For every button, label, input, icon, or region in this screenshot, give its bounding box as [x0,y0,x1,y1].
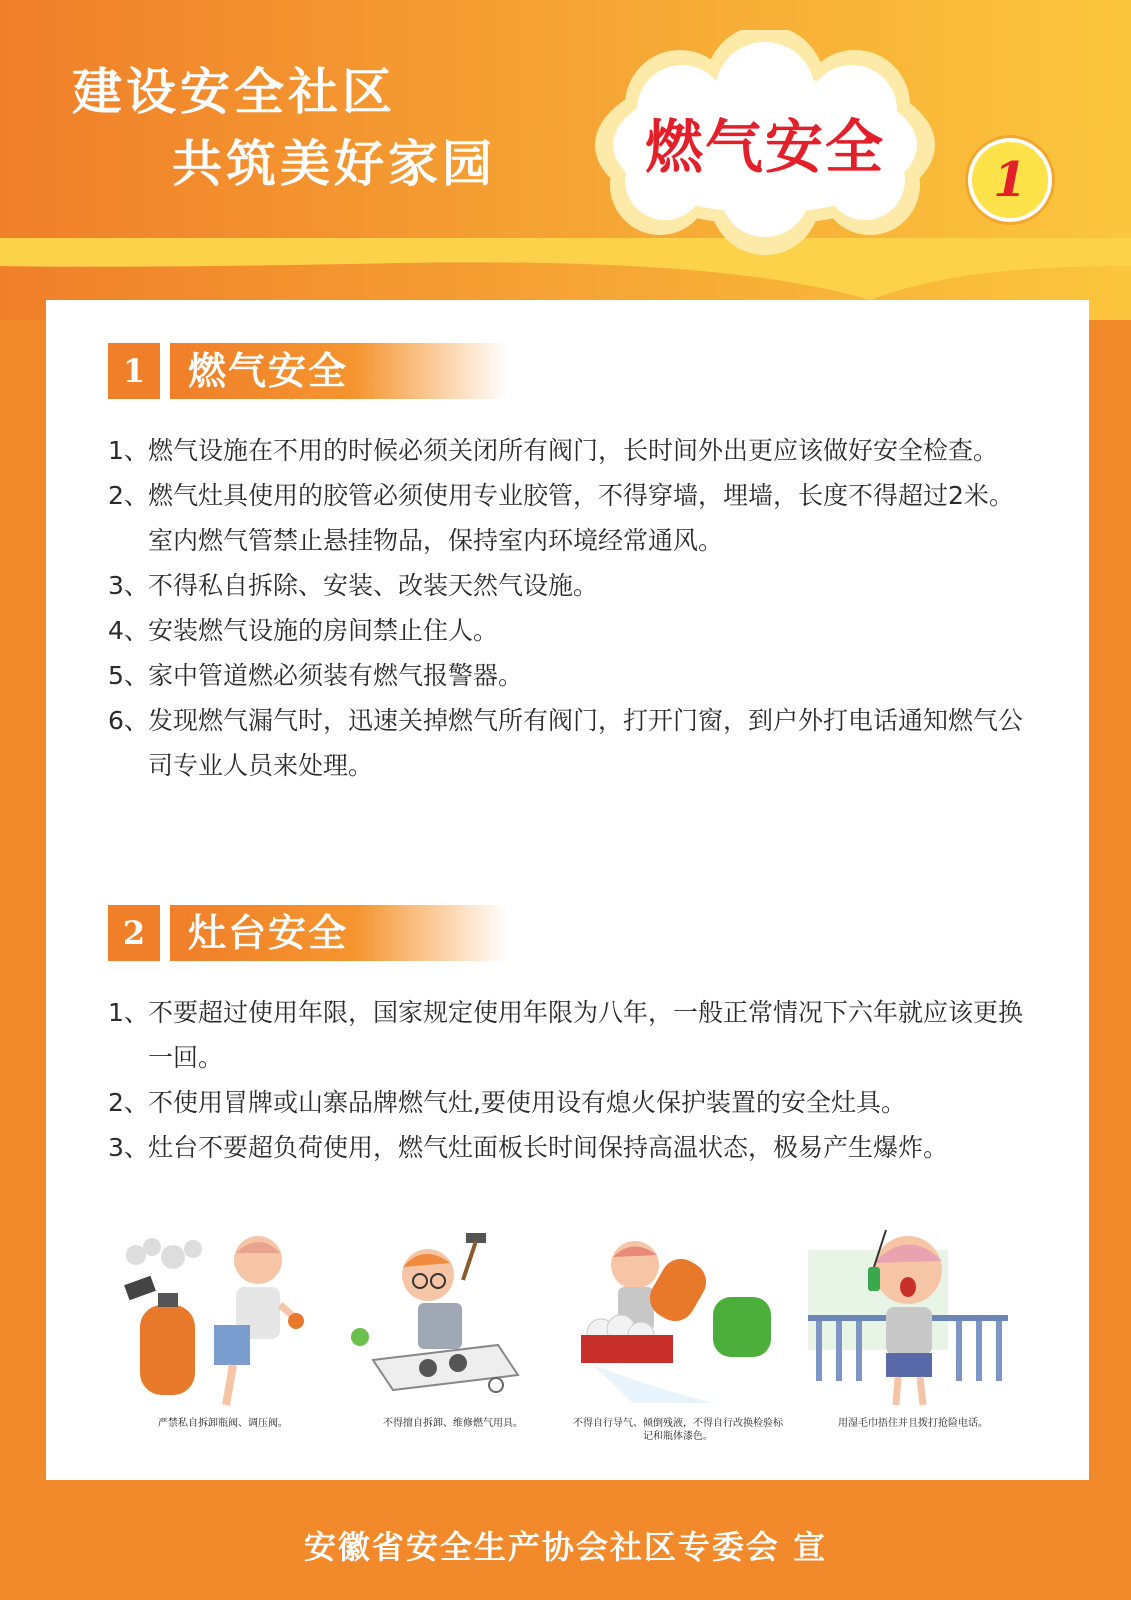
cartoon-pour-illustration [573,1225,783,1415]
item-number: 1、 [108,998,149,1027]
cartoon-valve [118,1225,328,1435]
section-2-number: 2 [108,905,160,961]
section-1-list [108,428,1038,788]
item-text: 灶台不要超负荷使用，燃气灶面板长时间保持高温状态，极易产生爆炸。 [148,1133,949,1162]
section-1-number: 1 [108,343,160,399]
slogan-line-1: 建设安全社区 [72,63,396,121]
list-item [108,990,1038,1080]
item-number: 5、 [108,661,149,690]
list-item [108,698,1038,788]
cartoon-strip [118,1225,1048,1445]
cartoon-phone-illustration [808,1225,1018,1415]
list-item [108,563,1038,608]
item-number: 3、 [108,571,149,600]
item-text: 发现燃气漏气时，迅速关掉燃气所有阀门，打开门窗，到户外打电话通知燃气公司专业人员来处理。 [148,706,1024,780]
list-item [108,473,1038,563]
list-item [108,428,1038,473]
item-number: 1、 [108,436,149,465]
item-text: 燃气设施在不用的时候必须关闭所有阀门，长时间外出更应该做好安全检查。 [148,436,999,465]
list-item [108,608,1038,653]
list-item [108,1125,1038,1170]
item-text: 家中管道燃必须装有燃气报警器。 [148,661,524,690]
cloud-title: 燃气安全 [644,113,885,181]
list-item [108,1080,1038,1125]
section-1-header [108,343,508,399]
cartoon-caption: 不得自行导气、倾倒残液，不得自行改换检验标记和瓶体漆色。 [573,1418,783,1442]
cartoon-caption: 严禁私自拆卸瓶阀、调压阀。 [158,1418,288,1429]
cartoon-valve-illustration [118,1225,328,1415]
item-text: 燃气灶具使用的胶管必须使用专业胶管，不得穿墙，埋墙，长度不得超过2米。室内燃气管禁止悬挂物品，保持室内环境经常通风。 [148,481,1014,555]
cartoon-pour [573,1225,783,1442]
item-text: 安装燃气设施的房间禁止住人。 [148,616,499,645]
item-text: 不要超过使用年限，国家规定使用年限为八年，一般正常情况下六年就应该更换一回。 [148,998,1024,1072]
cartoon-caption: 不得擅自拆卸、维修燃气用具。 [383,1418,523,1429]
slogan-line-2: 共筑美好家园 [172,135,496,193]
section-2-list [108,990,1038,1170]
list-item [108,653,1038,698]
cartoon-phone [808,1225,1018,1435]
item-number: 3、 [108,1133,149,1162]
item-number: 4、 [108,616,149,645]
footer-credit: 安徽省安全生产协会社区专委会 宣 [303,1528,828,1566]
section-1-title: 燃气安全 [170,343,508,399]
item-number: 2、 [108,1088,149,1117]
page-number-badge: 1 [968,138,1052,222]
item-number: 6、 [108,706,149,735]
cartoon-repair [348,1225,558,1435]
item-text: 不得私自拆除、安装、改装天然气设施。 [148,571,599,600]
cartoon-caption: 用湿毛巾捂住并且拨打抢险电话。 [838,1418,988,1429]
section-2-title: 灶台安全 [170,905,508,961]
cartoon-repair-illustration [348,1225,558,1415]
item-text: 不使用冒牌或山寨品牌燃气灶,要使用设有熄火保护装置的安全灶具。 [148,1088,906,1117]
section-2-header [108,905,508,961]
item-number: 2、 [108,481,149,510]
